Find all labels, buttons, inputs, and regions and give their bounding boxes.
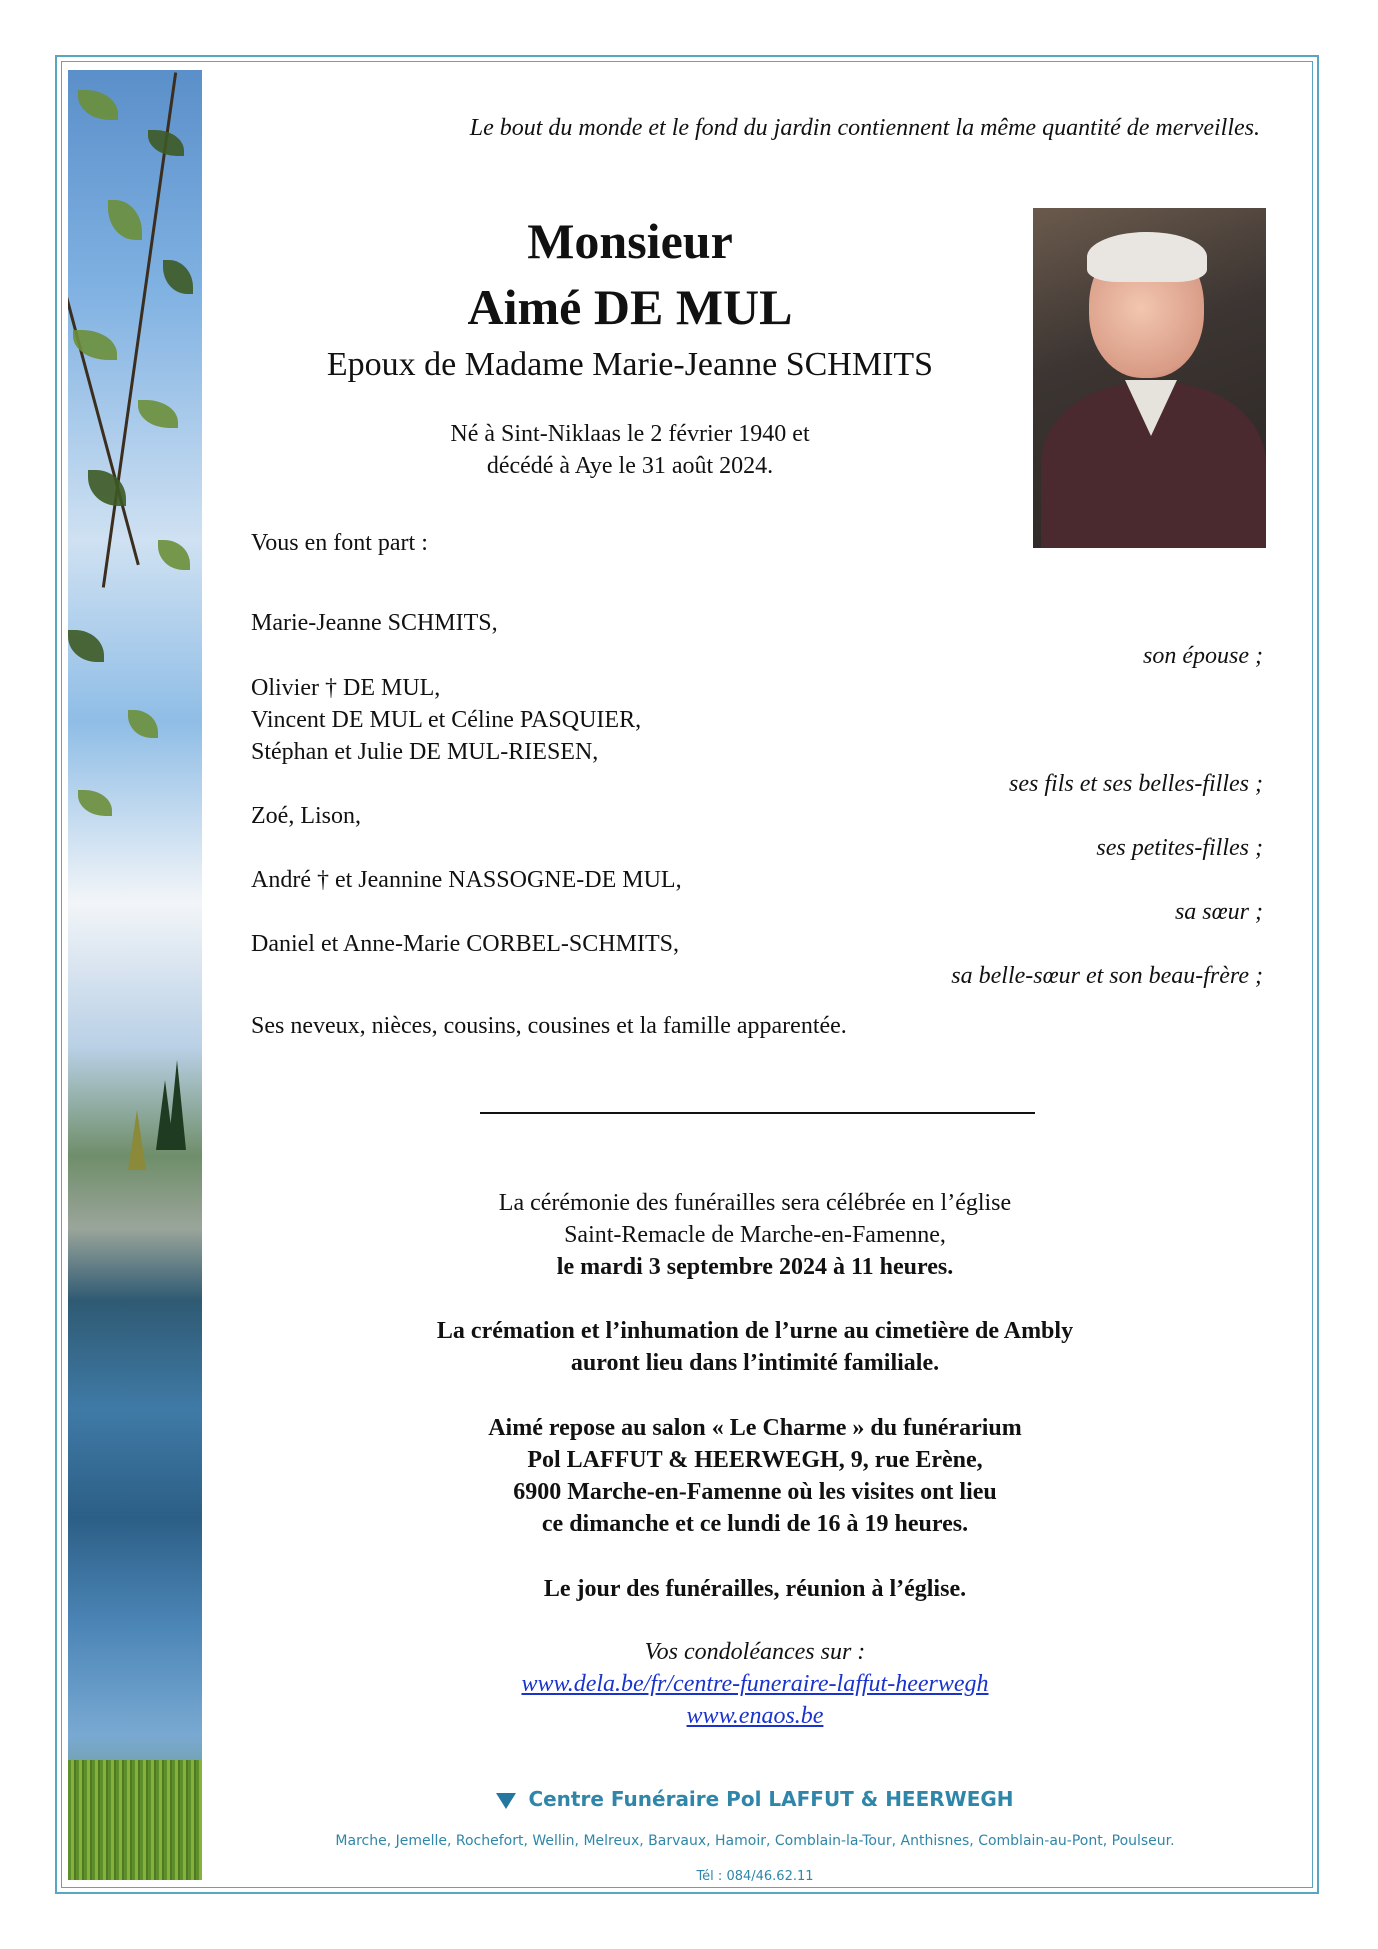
opening-quote: Le bout du monde et le fond du jardin contiennent la même quantité de merveilles. xyxy=(469,115,1260,141)
birth-line: Né à Sint-Niklaas le 2 février 1940 et xyxy=(450,421,810,447)
death-line: décédé à Aye le 31 août 2024. xyxy=(486,453,774,479)
cremation-line-2: auront lieu dans l’intimité familiale. xyxy=(570,1350,940,1376)
family-son-3: Stéphan et Julie DE MUL-RIESEN, xyxy=(251,739,599,765)
condolences-link-enaos[interactable]: www.enaos.be xyxy=(686,1703,824,1729)
ceremony-line-1: La cérémonie des funérailles sera célébrée en l’église xyxy=(498,1190,1012,1216)
visitation-line-3: 6900 Marche-en-Famenne où les visites ont lieu xyxy=(513,1479,997,1505)
funeral-home-phone: Tél : 084/46.62.11 xyxy=(696,1869,814,1884)
ceremony-date: le mardi 3 septembre 2024 à 11 heures. xyxy=(556,1254,954,1280)
separator-line xyxy=(480,1112,1035,1114)
relation-granddaughters: ses petites-filles ; xyxy=(1096,835,1263,861)
family-in-laws: Daniel et Anne-Marie CORBEL-SCHMITS, xyxy=(251,931,679,957)
deceased-name: Aimé DE MUL xyxy=(467,279,793,335)
landscape-side-image xyxy=(68,70,202,1880)
family-wife: Marie-Jeanne SCHMITS, xyxy=(251,610,498,636)
funeral-home-label: Centre Funéraire Pol LAFFUT & HEERWEGH xyxy=(528,1787,1014,1811)
family-sister: André † et Jeannine NASSOGNE-DE MUL, xyxy=(251,867,682,893)
triangle-down-icon xyxy=(496,1793,516,1809)
spouse-line: Epoux de Madame Marie-Jeanne SCHMITS xyxy=(326,346,934,383)
condolences-block xyxy=(250,1636,1260,1732)
relation-wife: son épouse ; xyxy=(1143,643,1263,669)
condolences-link-dela[interactable]: www.dela.be/fr/centre-funeraire-laffut-heerwegh xyxy=(521,1671,989,1697)
meeting-note: Le jour des funérailles, réunion à l’église. xyxy=(543,1576,967,1602)
ceremony-line-2: Saint-Remacle de Marche-en-Famenne, xyxy=(564,1222,946,1248)
cremation-block xyxy=(250,1315,1260,1379)
announce-intro: Vous en font part : xyxy=(251,530,428,556)
relation-in-laws: sa belle-sœur et son beau-frère ; xyxy=(951,963,1263,989)
visitation-line-2: Pol LAFFUT & HEERWEGH, 9, rue Erène, xyxy=(527,1447,983,1473)
visitation-block xyxy=(250,1412,1260,1540)
condolences-label: Vos condoléances sur : xyxy=(644,1639,866,1665)
deceased-portrait-photo xyxy=(1033,208,1266,548)
ceremony-block xyxy=(250,1187,1260,1283)
family-son-2: Vincent DE MUL et Céline PASQUIER, xyxy=(251,707,642,733)
relation-sons: ses fils et ses belles-filles ; xyxy=(1009,771,1263,797)
funeral-home-name xyxy=(250,1787,1260,1811)
family-son-1: Olivier † DE MUL, xyxy=(251,675,441,701)
visitation-line-4: ce dimanche et ce lundi de 16 à 19 heures. xyxy=(541,1511,969,1537)
family-others: Ses neveux, nièces, cousins, cousines et la famille apparentée. xyxy=(251,1013,847,1039)
birth-death-dates xyxy=(250,418,1010,482)
funeral-home-towns: Marche, Jemelle, Rochefort, Wellin, Melreux, Barvaux, Hamoir, Comblain-la-Tour, Anthisnes, Comblain-au-Pont, Poulseur. xyxy=(335,1833,1175,1849)
cremation-line-1: La crémation et l’inhumation de l’urne au cimetière de Ambly xyxy=(436,1318,1074,1344)
relation-sister: sa sœur ; xyxy=(1174,899,1263,925)
family-granddaughters: Zoé, Lison, xyxy=(251,803,361,829)
visitation-line-1: Aimé repose au salon « Le Charme » du funérarium xyxy=(488,1415,1022,1441)
civility-title: Monsieur xyxy=(527,213,733,269)
